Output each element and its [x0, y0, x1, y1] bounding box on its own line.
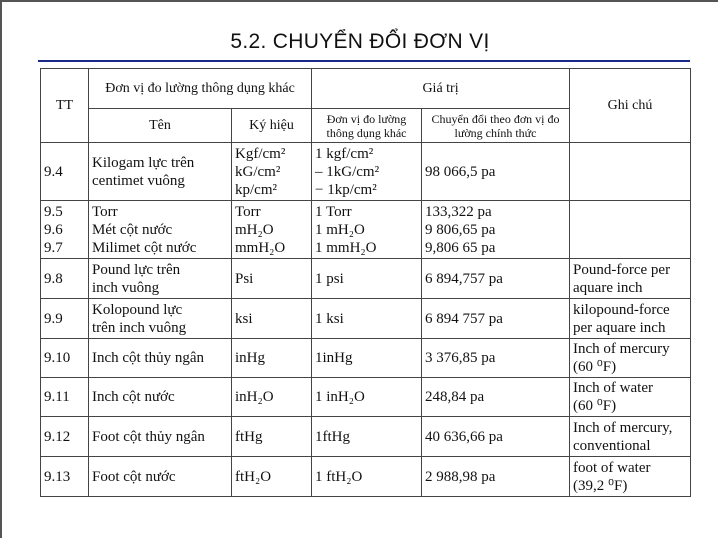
- header-value-group: Giá trị: [312, 69, 570, 109]
- row-tt: 9.13: [41, 457, 89, 497]
- row-common: 1 Torr 1 mH₂O 1 mmH₂O: [312, 201, 422, 259]
- header-converted: Chuyển đổi theo đơn vị đo lường chính thức: [422, 109, 570, 143]
- row-symbol: ftH₂O: [232, 457, 312, 497]
- row-converted: 248,84 pa: [422, 378, 570, 417]
- row-symbol: ftHg: [232, 417, 312, 457]
- row-common: 1 ftH₂O: [312, 457, 422, 497]
- row-converted: 98 066,5 pa: [422, 143, 570, 201]
- row-note: Pound-force per aquare inch: [570, 259, 691, 299]
- row-note: [570, 143, 691, 201]
- row-common: 1 kgf/cm² – 1kG/cm² − 1kp/cm²: [312, 143, 422, 201]
- table-row: [41, 201, 691, 259]
- row-converted: 6 894 757 pa: [422, 299, 570, 339]
- row-common: 1 psi: [312, 259, 422, 299]
- row-note: kilopound-force per aquare inch: [570, 299, 691, 339]
- row-converted: 2 988,98 pa: [422, 457, 570, 497]
- table-row: [41, 259, 691, 299]
- row-note: foot of water (39,2 ⁰F): [570, 457, 691, 497]
- header-common-unit: Đơn vị đo lường thông dụng khác: [312, 109, 422, 143]
- row-note: Inch of water (60 ⁰F): [570, 378, 691, 417]
- row-name: Kolopound lực trên inch vuông: [89, 299, 232, 339]
- row-converted: 3 376,85 pa: [422, 339, 570, 378]
- unit-conversion-table: [40, 68, 691, 497]
- table-row: [41, 339, 691, 378]
- row-note: [570, 201, 691, 259]
- page-title: 5.2. CHUYỂN ĐỔI ĐƠN VỊ: [230, 30, 490, 53]
- row-converted: 6 894,757 pa: [422, 259, 570, 299]
- table-row: [41, 299, 691, 339]
- row-note: Inch of mercury, conventional: [570, 417, 691, 457]
- table-row: [41, 457, 691, 497]
- table-row: [41, 417, 691, 457]
- row-tt: 9.4: [41, 143, 89, 201]
- row-tt: 9.11: [41, 378, 89, 417]
- header-name: Tên: [89, 109, 232, 143]
- row-tt: 9.12: [41, 417, 89, 457]
- row-common: 1 ksi: [312, 299, 422, 339]
- row-converted: 40 636,66 pa: [422, 417, 570, 457]
- row-tt: 9.5 9.6 9.7: [41, 201, 89, 259]
- row-common: 1inHg: [312, 339, 422, 378]
- row-name: Inch cột thủy ngân: [89, 339, 232, 378]
- table-row: [41, 143, 691, 201]
- row-symbol: inH₂O: [232, 378, 312, 417]
- row-name: Pound lực trên inch vuông: [89, 259, 232, 299]
- header-units-group: Đơn vị đo lường thông dụng khác: [89, 69, 312, 109]
- title-underline: [38, 60, 690, 62]
- row-symbol: inHg: [232, 339, 312, 378]
- row-tt: 9.8: [41, 259, 89, 299]
- header-symbol: Ký hiệu: [232, 109, 312, 143]
- row-name: Kilogam lực trên centimet vuông: [89, 143, 232, 201]
- row-name: Foot cột nước: [89, 457, 232, 497]
- row-converted: 133,322 pa 9 806,65 pa 9,806 65 pa: [422, 201, 570, 259]
- row-name: Inch cột nước: [89, 378, 232, 417]
- header-tt: TT: [41, 69, 89, 143]
- row-symbol: Torr mH₂O mmH₂O: [232, 201, 312, 259]
- table-row: [41, 378, 691, 417]
- row-tt: 9.9: [41, 299, 89, 339]
- row-name: Foot cột thủy ngân: [89, 417, 232, 457]
- row-tt: 9.10: [41, 339, 89, 378]
- header-notes: Ghi chú: [570, 69, 691, 143]
- row-common: 1ftHg: [312, 417, 422, 457]
- row-symbol: Kgf/cm² kG/cm² kp/cm²: [232, 143, 312, 201]
- row-note: Inch of mercury (60 ⁰F): [570, 339, 691, 378]
- row-name: Torr Mét cột nước Milimet cột nước: [89, 201, 232, 259]
- row-symbol: Psi: [232, 259, 312, 299]
- row-symbol: ksi: [232, 299, 312, 339]
- row-common: 1 inH₂O: [312, 378, 422, 417]
